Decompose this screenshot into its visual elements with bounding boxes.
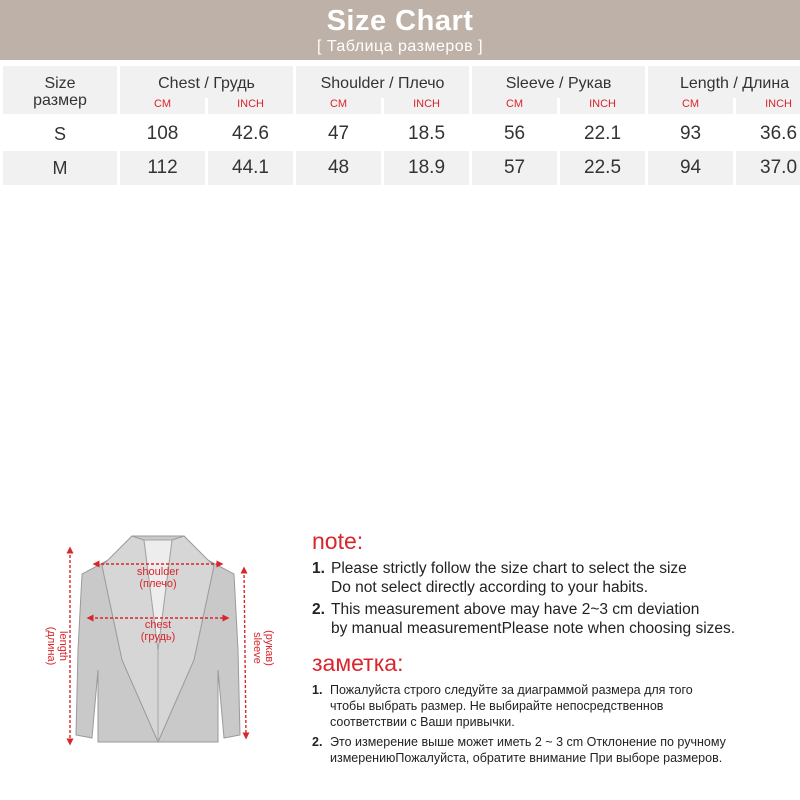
size-column-header [3,66,117,114]
chest-label-ru: (грудь) [140,631,176,643]
table-row [3,117,800,151]
sleeve-measure-line [244,570,246,736]
unit-inch: INCH [384,98,469,114]
value-cell: 57 [472,151,557,185]
value-cell: 22.1 [584,123,622,144]
notes-section [312,526,792,766]
sleeve-label-ru: (рукав) [263,630,275,666]
value-cell: 18.5 [408,123,446,144]
value-cell: 47 [327,123,350,144]
value-cell: 36.6 [760,123,798,144]
value-cell: 44.1 [208,151,293,185]
value-cell: 112 [120,151,205,185]
unit-cm: CM [472,98,557,114]
value-cell: 22.5 [560,151,645,185]
note-item [312,682,792,730]
shoulder-label-ru: (плечо) [139,578,177,590]
jacket-illustration [34,530,280,770]
unit-cm: CM [648,98,733,114]
shoulder-column-header: Shoulder / Плечо [296,66,469,98]
page-title: Size Chart [326,5,474,37]
note-text: This measurement above may have 2~3 cm deviation [331,601,700,618]
length-label-ru: (длина) [45,626,57,666]
note-text: измерениюПожалуйста, обратите внимание При выборе размеров. [330,751,723,765]
sleeve-column-header: Sleeve / Рукав [472,66,645,98]
size-cell: S [53,123,66,144]
value-cell: 18.9 [384,151,469,185]
value-cell: 108 [146,123,179,144]
note-number: 1. [312,683,323,697]
unit-cm: CM [120,98,205,114]
sleeve-label-en: sleeve [251,632,263,664]
note-item [312,734,792,766]
size-header-en: Size [44,75,76,92]
chest-column-header: Chest / Грудь [120,66,293,98]
note-number: 1. [312,560,325,577]
size-table [0,66,800,185]
shoulder-label-en: shoulder [136,566,180,578]
value-cell: 42.6 [232,123,269,144]
note-text: Do not select directly according to your habits. [331,579,649,596]
note-item [312,559,792,597]
note-text: чтобы выбрать размер. Не выбирайте непосредственнов [330,699,664,713]
length-column-header: Length / Длина [648,66,800,98]
value-cell: 48 [296,151,381,185]
note-text: Пожалуйста строго следуйте за диаграммой размера для того [330,683,693,697]
value-cell: 37.0 [736,151,800,185]
page-subtitle: [ Таблица размеров ] [316,38,484,55]
chest-label-en: chest [144,619,172,631]
size-chart-header [0,0,800,60]
unit-inch: INCH [736,98,800,114]
value-cell: 56 [503,123,526,144]
length-label-en: length [57,631,69,661]
table-row [3,151,800,185]
note-text: Please strictly follow the size chart to select the size [331,560,687,577]
value-cell: 93 [679,123,702,144]
note-text: Это измерение выше может иметь 2 ~ 3 cm Отклонение по ручному [330,735,726,749]
unit-inch: INCH [208,98,293,114]
value-cell: 94 [648,151,733,185]
note-title-en: note: [312,528,364,554]
note-text: соответствии с Ваши привычки. [330,715,515,729]
size-header-ru: размер [33,92,87,109]
note-text: by manual measurementPlease note when choosing sizes. [331,620,736,637]
note-title-ru: заметка: [312,650,404,676]
garment-measurement-diagram [34,530,280,770]
unit-inch: INCH [560,98,645,114]
note-number: 2. [312,735,323,749]
note-number: 2. [312,601,325,618]
note-item [312,600,792,638]
unit-cm: CM [296,98,381,114]
size-cell: M [3,151,117,185]
